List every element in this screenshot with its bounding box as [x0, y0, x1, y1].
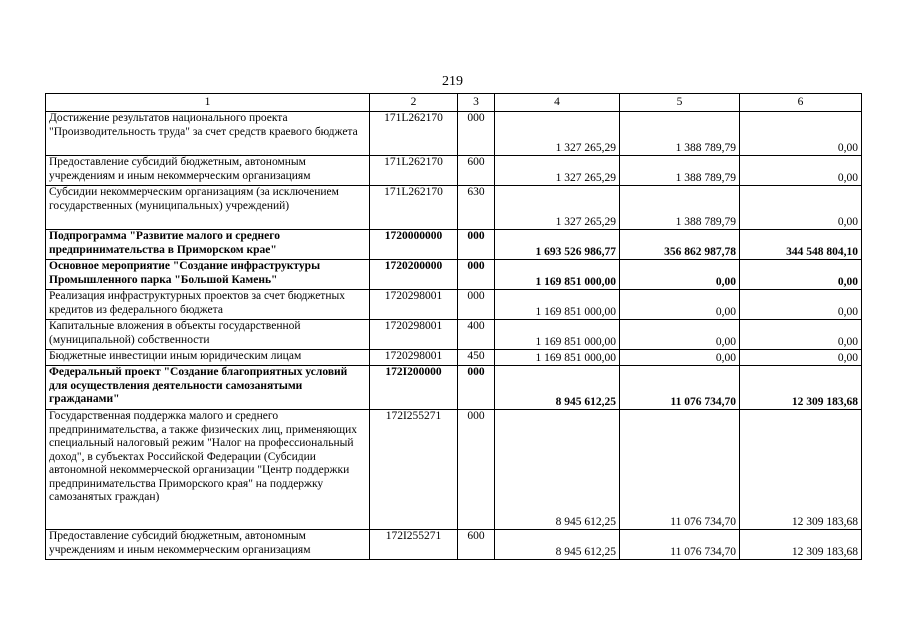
row-name: Предоставление субсидий бюджетным, автономным учреждениям и иным некоммерческим организациям — [46, 156, 370, 186]
row-amount-col6: 344 548 804,10 — [740, 230, 862, 260]
budget-table — [45, 93, 862, 560]
row-amount-col4: 1 693 526 986,77 — [495, 230, 620, 260]
row-expense-type: 630 — [458, 186, 495, 230]
table-row-federal-project — [46, 366, 862, 410]
row-amount-col5: 1 388 789,79 — [620, 156, 740, 186]
row-expense-type: 600 — [458, 530, 495, 560]
table-row — [46, 530, 862, 560]
row-name: Основное мероприятие "Создание инфраструктуры Промышленного парка "Большой Камень" — [46, 260, 370, 290]
row-name: Капитальные вложения в объекты государственной (муниципальной) собственности — [46, 320, 370, 350]
row-name: Реализация инфраструктурных проектов за счет бюджетных кредитов из федерального бюджета — [46, 290, 370, 320]
row-target-code: 171L262170 — [370, 156, 458, 186]
table-row-main-activity — [46, 260, 862, 290]
row-expense-type: 600 — [458, 156, 495, 186]
table-row — [46, 320, 862, 350]
row-amount-col5: 0,00 — [620, 320, 740, 350]
column-header-5: 5 — [620, 94, 740, 112]
row-amount-col6: 12 309 183,68 — [740, 366, 862, 410]
row-amount-col6: 12 309 183,68 — [740, 530, 862, 560]
row-target-code: 172I200000 — [370, 366, 458, 410]
row-amount-col5: 0,00 — [620, 350, 740, 366]
row-target-code: 1720000000 — [370, 230, 458, 260]
row-amount-col4: 1 327 265,29 — [495, 112, 620, 156]
column-header-2: 2 — [370, 94, 458, 112]
row-amount-col5: 11 076 734,70 — [620, 410, 740, 530]
row-expense-type: 000 — [458, 366, 495, 410]
row-expense-type: 400 — [458, 320, 495, 350]
row-amount-col5: 0,00 — [620, 290, 740, 320]
row-amount-col4: 1 169 851 000,00 — [495, 290, 620, 320]
row-amount-col4: 8 945 612,25 — [495, 530, 620, 560]
row-amount-col5: 11 076 734,70 — [620, 530, 740, 560]
row-amount-col5: 356 862 987,78 — [620, 230, 740, 260]
row-target-code: 1720298001 — [370, 350, 458, 366]
row-expense-type: 000 — [458, 410, 495, 530]
row-amount-col5: 11 076 734,70 — [620, 366, 740, 410]
row-amount-col4: 1 169 851 000,00 — [495, 260, 620, 290]
page-number: 219 — [442, 74, 463, 89]
column-header-6: 6 — [740, 94, 862, 112]
row-expense-type: 000 — [458, 260, 495, 290]
table-row — [46, 156, 862, 186]
row-amount-col4: 1 327 265,29 — [495, 156, 620, 186]
row-name: Федеральный проект "Создание благоприятных условий для осуществления деятельности самозанятыми гражданами" — [46, 366, 370, 410]
row-name: Предоставление субсидий бюджетным, автономным учреждениям и иным некоммерческим организациям — [46, 530, 370, 560]
row-expense-type: 000 — [458, 230, 495, 260]
row-amount-col6: 0,00 — [740, 112, 862, 156]
row-target-code: 172I255271 — [370, 530, 458, 560]
row-name: Подпрограмма "Развитие малого и среднего предпринимательства в Приморском крае" — [46, 230, 370, 260]
row-amount-col6: 0,00 — [740, 260, 862, 290]
row-amount-col4: 1 327 265,29 — [495, 186, 620, 230]
row-amount-col5: 1 388 789,79 — [620, 112, 740, 156]
row-amount-col5: 1 388 789,79 — [620, 186, 740, 230]
row-target-code: 1720298001 — [370, 290, 458, 320]
row-name: Бюджетные инвестиции иным юридическим лицам — [46, 350, 370, 366]
table-row — [46, 186, 862, 230]
row-target-code: 171L262170 — [370, 112, 458, 156]
row-amount-col6: 0,00 — [740, 186, 862, 230]
row-amount-col6: 0,00 — [740, 156, 862, 186]
header-row — [46, 94, 862, 112]
row-name: Достижение результатов национального проекта "Производительность труда" за счет средств краевого бюджета — [46, 112, 370, 156]
table-row — [46, 112, 862, 156]
table-row — [46, 350, 862, 366]
row-target-code: 1720298001 — [370, 320, 458, 350]
row-name: Государственная поддержка малого и среднего предпринимательства, а также физических лиц, применяющих специальный налоговый режим "Налог на профессиональный доход", в субъектах Российской Федерации (Субсидии автономной некоммерческой организации "Центр поддержки предпринимательства Приморского края" на поддержку самозанятых граждан) — [46, 410, 370, 530]
row-amount-col6: 0,00 — [740, 350, 862, 366]
table-row — [46, 290, 862, 320]
column-header-3: 3 — [458, 94, 495, 112]
row-amount-col5: 0,00 — [620, 260, 740, 290]
row-expense-type: 450 — [458, 350, 495, 366]
row-expense-type: 000 — [458, 112, 495, 156]
row-name: Субсидии некоммерческим организациям (за исключением государственных (муниципальных) учреждений) — [46, 186, 370, 230]
row-target-code: 1720200000 — [370, 260, 458, 290]
row-amount-col6: 12 309 183,68 — [740, 410, 862, 530]
column-header-1: 1 — [46, 94, 370, 112]
row-target-code: 172I255271 — [370, 410, 458, 530]
row-amount-col6: 0,00 — [740, 320, 862, 350]
row-amount-col4: 1 169 851 000,00 — [495, 320, 620, 350]
row-amount-col4: 8 945 612,25 — [495, 410, 620, 530]
table-row-subprogram — [46, 230, 862, 260]
row-amount-col4: 8 945 612,25 — [495, 366, 620, 410]
column-header-4: 4 — [495, 94, 620, 112]
row-expense-type: 000 — [458, 290, 495, 320]
row-amount-col4: 1 169 851 000,00 — [495, 350, 620, 366]
table-row — [46, 410, 862, 530]
row-amount-col6: 0,00 — [740, 290, 862, 320]
row-target-code: 171L262170 — [370, 186, 458, 230]
